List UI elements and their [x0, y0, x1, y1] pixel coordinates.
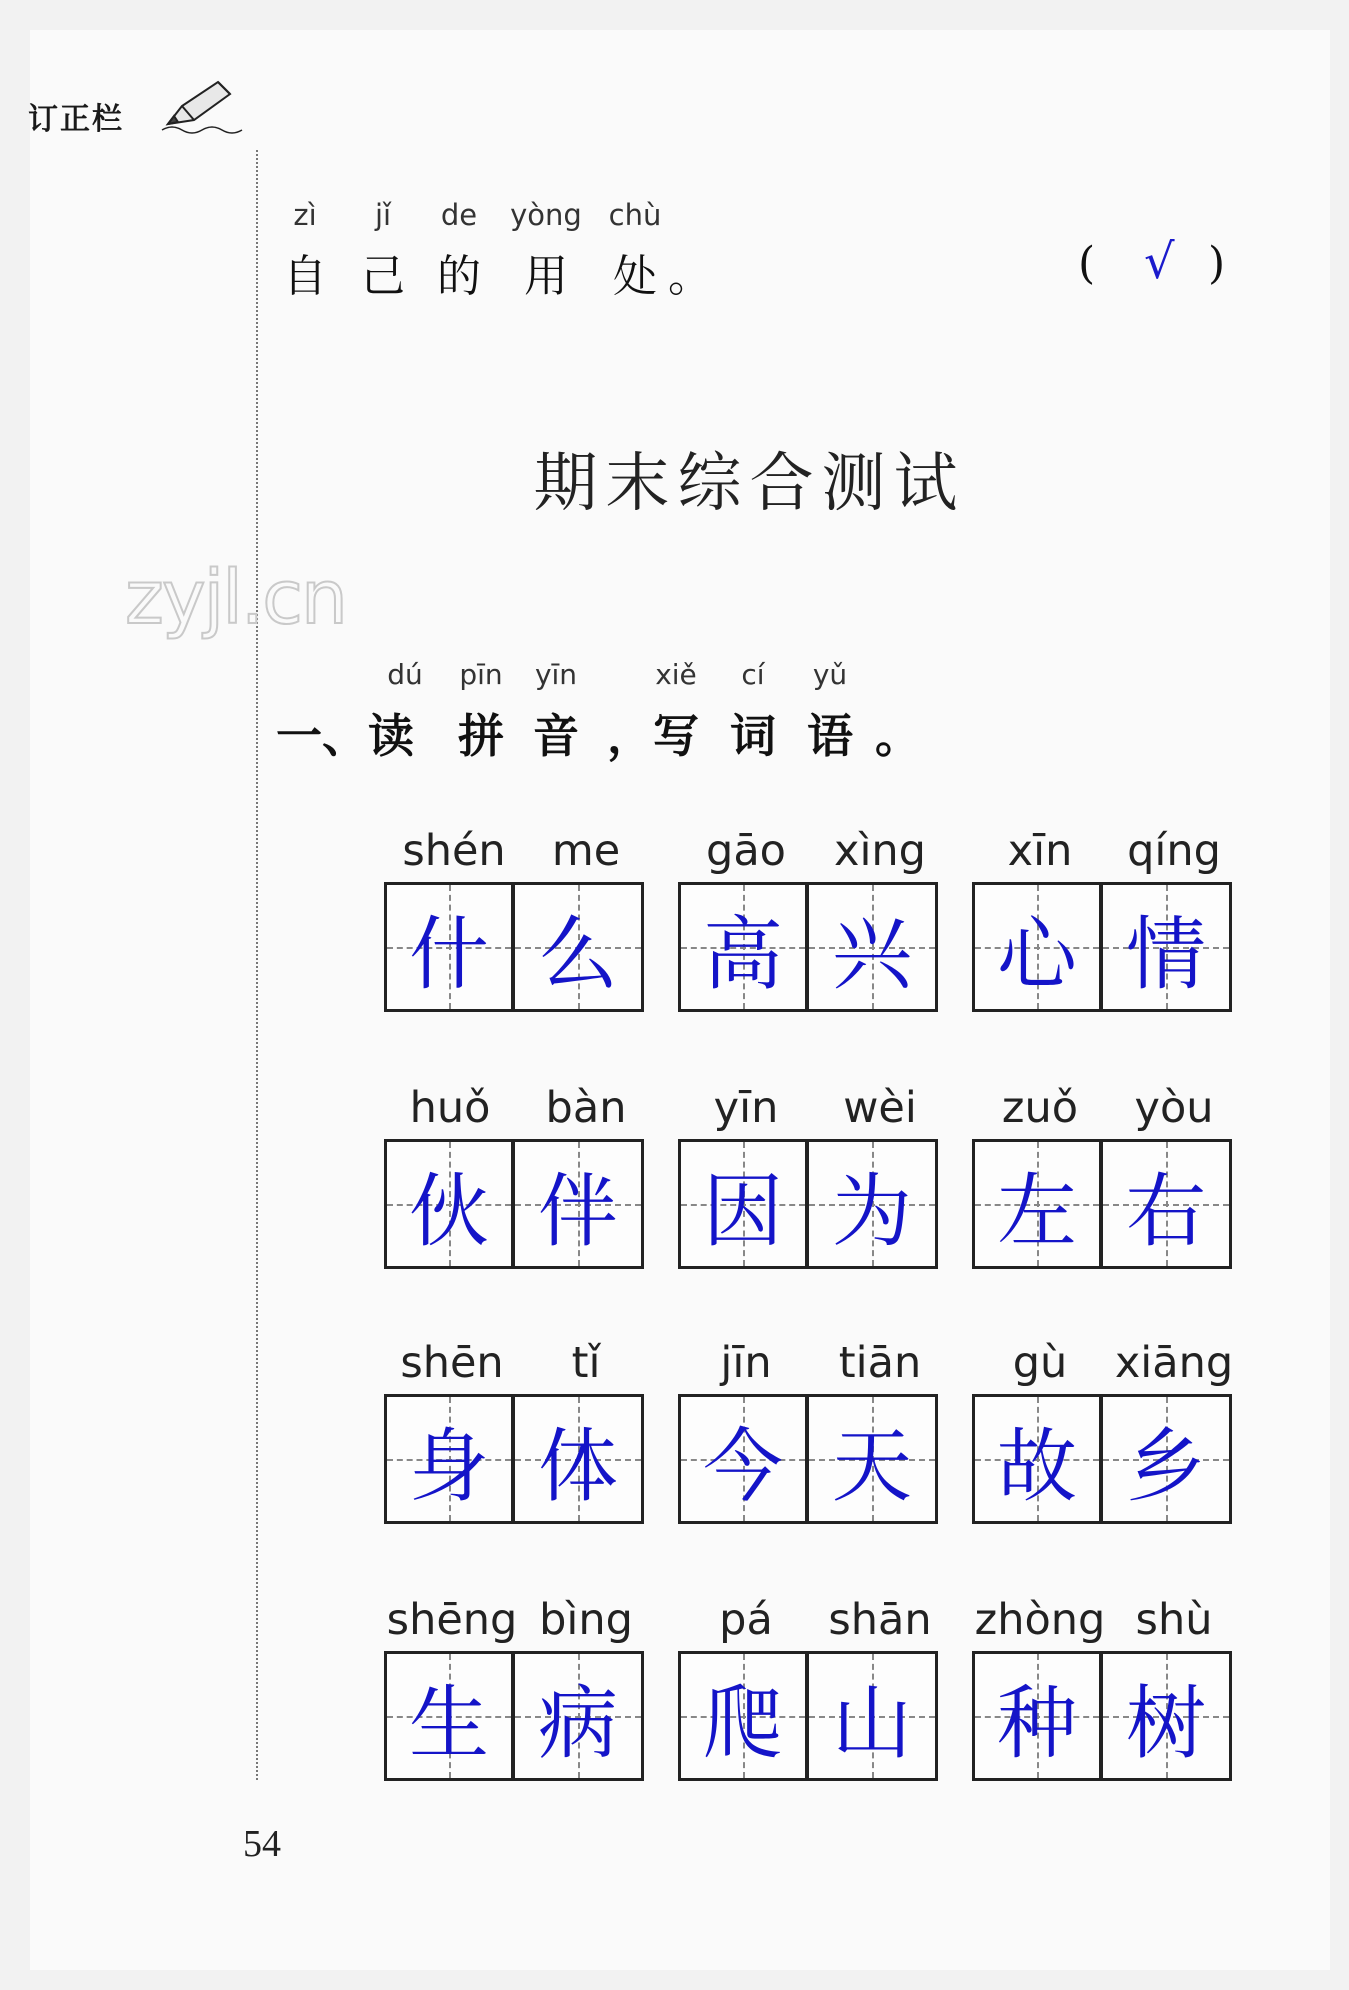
pinyin-syllable: gù: [1012, 1338, 1068, 1388]
pinyin-syllable: me: [551, 826, 621, 876]
pinyin-syllable: yīn: [534, 658, 578, 691]
answer-char: 故: [997, 1419, 1077, 1513]
writing-box: [972, 1394, 1102, 1524]
writing-box: [514, 882, 644, 1012]
answer-char: 心: [997, 907, 1077, 1001]
answer-char: 体: [538, 1419, 618, 1513]
word-item: [678, 1338, 946, 1522]
margin-divider: [256, 150, 258, 1780]
writing-box: [384, 1394, 514, 1524]
answer-char: 高: [703, 907, 783, 1001]
word-item: [384, 1595, 652, 1779]
pinyin-syllable: tǐ: [571, 1338, 601, 1388]
hanzi-char: 处: [613, 251, 657, 302]
answer-char: 什: [409, 907, 489, 1001]
answer-char: 天: [832, 1419, 912, 1513]
pinyin-syllable: xìng: [834, 826, 926, 876]
writing-box: [1102, 882, 1232, 1012]
word-item: [384, 1338, 652, 1522]
pinyin-syllable: shù: [1135, 1595, 1213, 1645]
prev-question-pinyin: [0, 198, 1349, 238]
pinyin-syllable: gāo: [706, 826, 786, 876]
writing-box: [808, 1394, 938, 1524]
writing-box: [678, 882, 808, 1012]
pinyin-syllable: chù: [608, 198, 662, 232]
answer-char: 山: [832, 1676, 912, 1770]
pinyin-syllable: zuǒ: [1001, 1083, 1079, 1133]
writing-box: [384, 1139, 514, 1269]
answer-char: 生: [409, 1676, 489, 1770]
writing-box: [808, 882, 938, 1012]
question-title-part: 词: [730, 709, 776, 763]
answer-char: 伙: [409, 1164, 489, 1258]
writing-box: [1102, 1651, 1232, 1781]
correction-column-label: 订正栏: [28, 102, 124, 137]
paren-right: ): [1208, 238, 1226, 289]
word-item: [972, 826, 1240, 1010]
page-number: 54: [243, 1823, 281, 1865]
pinyin-syllable: jīn: [720, 1338, 772, 1388]
word-item: [972, 1083, 1240, 1267]
pinyin-syllable: wèi: [843, 1083, 917, 1133]
word-item: [678, 1595, 946, 1779]
writing-box: [384, 1651, 514, 1781]
pinyin-syllable: shēn: [400, 1338, 504, 1388]
pinyin-syllable: cí: [741, 658, 765, 691]
pinyin-syllable: zhòng: [974, 1595, 1106, 1645]
word-item: [972, 1338, 1240, 1522]
answer-char: 左: [997, 1164, 1077, 1258]
pinyin-syllable: shén: [402, 826, 506, 876]
pinyin-syllable: yǔ: [812, 658, 848, 691]
answer-char: 因: [703, 1164, 783, 1258]
section-title: 期末综合测试: [533, 447, 966, 521]
word-item: [384, 826, 652, 1010]
question-title-part: 音: [533, 709, 579, 763]
answer-char: 种: [997, 1676, 1077, 1770]
pencil-icon: [160, 76, 250, 136]
hanzi-char: 己: [361, 251, 405, 302]
question-title-part: 拼: [458, 709, 504, 763]
answer-char: 为: [832, 1164, 912, 1258]
question-title-part: 语: [807, 709, 853, 763]
answer-char: 情: [1126, 907, 1206, 1001]
word-item: [678, 1083, 946, 1267]
pinyin-syllable: shān: [828, 1595, 932, 1645]
pinyin-syllable: huǒ: [409, 1083, 491, 1133]
writing-box: [972, 1651, 1102, 1781]
writing-box: [808, 1139, 938, 1269]
question-title-part: ，写: [607, 709, 699, 763]
hanzi-char: 。: [668, 251, 712, 302]
pinyin-syllable: dú: [387, 658, 423, 691]
pinyin-syllable: pá: [719, 1595, 773, 1645]
writing-box: [514, 1651, 644, 1781]
answer-char: 身: [409, 1419, 489, 1513]
writing-box: [1102, 1394, 1232, 1524]
pinyin-syllable: xiě: [655, 658, 697, 691]
writing-box: [678, 1651, 808, 1781]
pinyin-syllable: bìng: [539, 1595, 633, 1645]
word-item: [384, 1083, 652, 1267]
pinyin-syllable: pīn: [459, 658, 503, 691]
writing-box: [972, 1139, 1102, 1269]
answer-char: 右: [1126, 1164, 1206, 1258]
pinyin-syllable: bàn: [545, 1083, 627, 1133]
writing-box: [678, 1139, 808, 1269]
answer-char: 伴: [538, 1164, 618, 1258]
watermark: zyjl.cn: [125, 555, 346, 641]
writing-box: [678, 1394, 808, 1524]
pinyin-syllable: shēng: [386, 1595, 518, 1645]
word-item: [678, 826, 946, 1010]
pinyin-syllable: jǐ: [374, 198, 392, 232]
hanzi-char: 用: [524, 251, 568, 302]
answer-char: 乡: [1126, 1419, 1206, 1513]
writing-box: [514, 1139, 644, 1269]
word-item: [972, 1595, 1240, 1779]
writing-box: [972, 882, 1102, 1012]
pinyin-syllable: yòu: [1134, 1083, 1214, 1133]
answer-char: 树: [1126, 1676, 1206, 1770]
hanzi-char: 自: [283, 251, 327, 302]
answer-char: 爬: [703, 1676, 783, 1770]
writing-box: [1102, 1139, 1232, 1269]
pinyin-syllable: de: [440, 198, 478, 232]
writing-box: [514, 1394, 644, 1524]
answer-char: 兴: [832, 907, 912, 1001]
pinyin-syllable: yòng: [510, 198, 582, 232]
answer-char: 今: [703, 1419, 783, 1513]
writing-box: [808, 1651, 938, 1781]
answer-char: 病: [538, 1676, 618, 1770]
paren-left: (: [1078, 238, 1096, 289]
question-title-part: 。: [875, 709, 921, 763]
check-mark-answer: √: [1144, 234, 1175, 290]
answer-char: 么: [538, 907, 618, 1001]
pinyin-syllable: qíng: [1127, 826, 1221, 876]
hanzi-char: 的: [437, 251, 481, 302]
pinyin-syllable: zì: [293, 198, 317, 232]
pinyin-syllable: xiāng: [1114, 1338, 1234, 1388]
pinyin-syllable: yīn: [713, 1083, 779, 1133]
question-title-part: 一、读: [276, 709, 414, 763]
writing-box: [384, 882, 514, 1012]
pinyin-syllable: tiān: [838, 1338, 922, 1388]
pinyin-syllable: xīn: [1007, 826, 1073, 876]
